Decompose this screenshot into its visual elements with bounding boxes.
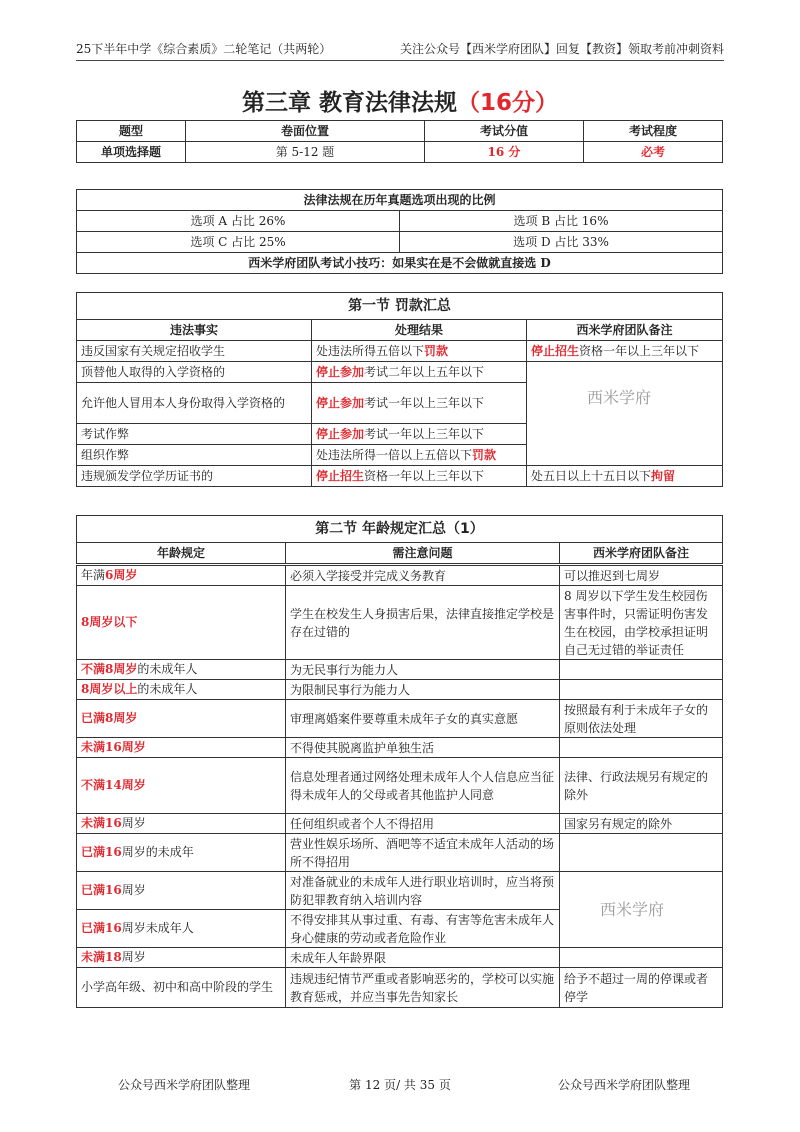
table-row — [77, 211, 723, 232]
issue-cell: 任何组织或者个人不得招用 — [286, 814, 560, 834]
cell-level: 必考 — [584, 142, 723, 163]
header-right-text: 关注公众号【西米学府团队】回复【教资】领取考前冲刺资料 — [399, 42, 724, 56]
age-cell — [77, 948, 286, 968]
age-a3: 周岁 — [121, 816, 146, 830]
issue-cell: 不得安排其从事过重、有毒、有害等危害未成年人身心健康的劳动或者危险作业 — [286, 910, 560, 948]
result-cell — [312, 383, 527, 424]
age-cell — [77, 680, 286, 700]
section-title: 第二节 年龄规定汇总（1） — [77, 516, 723, 543]
table-row — [77, 232, 723, 253]
note-cell — [560, 660, 723, 680]
cell-type: 单项选择题 — [77, 142, 186, 163]
table-header-row — [77, 543, 723, 564]
age-a2: 已满16 — [81, 921, 122, 935]
note-cell: 按照最有利于未成年子女的原则依法处理 — [560, 700, 723, 738]
age-a3: 周岁未成年人 — [121, 921, 194, 935]
exam-tip: 西米学府团队考试小技巧：如果实在是不会做就直接选 D — [77, 253, 723, 274]
table-row — [77, 362, 723, 383]
note-cell — [527, 341, 723, 362]
note-cell: 给予不超过一周的停课或者停学 — [560, 968, 723, 1008]
header-cell: 考试分值 — [425, 121, 584, 142]
age-cell — [77, 586, 286, 660]
table-row — [77, 680, 723, 700]
issue-cell: 对准备就业的未成年人进行职业培训时，应当将预防犯罪教育纳入培训内容 — [286, 872, 560, 910]
issue-cell: 违规违纪情节严重或者影响恶劣的，学校可以实施教育惩戒，并应当事先告知家长 — [286, 968, 560, 1008]
result-text: 考试一年以上三年以下 — [364, 427, 485, 441]
header-cell: 需注意问题 — [286, 543, 560, 564]
table-row — [77, 586, 723, 660]
result-red-suffix: 罚款 — [424, 344, 449, 358]
ratio-d: 选项 D 占比 33% — [400, 232, 723, 253]
note-cell: 8 周岁以下学生发生校园伤害事件时，只需证明伤害发生在校园，由学校承担证明自己无过错的举证责任 — [560, 586, 723, 660]
fact-cell: 违规颁发学位学历证书的 — [77, 466, 312, 487]
age-cell — [77, 738, 286, 758]
chapter-title — [0, 84, 800, 117]
age-cell — [77, 910, 286, 948]
fact-cell: 顶替他人取得的入学资格的 — [77, 362, 312, 383]
age-cell — [77, 968, 286, 1008]
cell-score: 16 分 — [425, 142, 584, 163]
table-row — [77, 566, 723, 586]
note-cell-merged — [560, 872, 723, 948]
age-cell — [77, 814, 286, 834]
result-cell — [312, 424, 527, 445]
ratio-a: 选项 A 占比 26% — [77, 211, 400, 232]
age-rules-body — [76, 565, 723, 1008]
age-a2: 已满16 — [81, 845, 122, 859]
footer-page-number: 第 12 页/ 共 35 页 — [349, 1078, 451, 1092]
age-a2: 8周岁以下 — [81, 615, 138, 629]
note-cell — [560, 834, 723, 872]
age-a2: 已满16 — [81, 883, 122, 897]
result-text: 处违法所得五倍以下 — [316, 344, 425, 358]
table-row — [77, 872, 723, 910]
age-a3: 周岁 — [121, 950, 146, 964]
age-a2: 6周岁 — [105, 568, 138, 582]
note-cell-merged — [527, 362, 723, 466]
result-text: 考试二年以上五年以下 — [364, 365, 485, 379]
result-text: 处违法所得一倍以上五倍以下 — [316, 448, 473, 462]
exam-info-table — [76, 120, 723, 163]
table-row — [77, 190, 723, 211]
issue-cell: 必须入学接受并完成义务教育 — [286, 566, 560, 586]
fact-cell: 考试作弊 — [77, 424, 312, 445]
age-rules-table — [76, 515, 723, 564]
age-cell — [77, 872, 286, 910]
table-row — [77, 814, 723, 834]
cell-position: 第 5-12 题 — [186, 142, 425, 163]
age-a2: 未满16 — [81, 816, 122, 830]
header-cell: 处理结果 — [312, 320, 527, 341]
note-cell: 法律、行政法规另有规定的除外 — [560, 758, 723, 814]
table-row — [77, 660, 723, 680]
header-cell: 卷面位置 — [186, 121, 425, 142]
header-cell: 考试程度 — [584, 121, 723, 142]
issue-cell: 学生在校发生人身损害后果，法律直接推定学校是存在过错的 — [286, 586, 560, 660]
result-red-prefix: 停止参加 — [316, 427, 365, 441]
header-cell: 西米学府团队备注 — [560, 543, 723, 564]
table-row — [77, 758, 723, 814]
note-cell: 国家另有规定的除外 — [560, 814, 723, 834]
age-a2: 已满8周岁 — [81, 711, 138, 725]
table-row — [77, 834, 723, 872]
footer-left: 公众号西米学府团队整理 — [118, 1078, 251, 1092]
ratio-b: 选项 B 占比 16% — [400, 211, 723, 232]
table-header-row — [77, 121, 723, 142]
age-a2: 未满16周岁 — [81, 740, 146, 754]
result-text: 考试一年以上三年以下 — [364, 396, 485, 410]
result-red-suffix: 罚款 — [472, 448, 497, 462]
age-cell — [77, 758, 286, 814]
result-red-prefix: 停止参加 — [316, 365, 365, 379]
age-a3: 的未成年人 — [137, 682, 198, 696]
issue-cell: 审理离婚案件要尊重未成年子女的真实意愿 — [286, 700, 560, 738]
fact-cell: 允许他人冒用本人身份取得入学资格的 — [77, 383, 312, 424]
table-row — [77, 948, 723, 968]
table-header-row — [77, 320, 723, 341]
age-a3: 周岁的未成年 — [121, 845, 194, 859]
age-cell — [77, 834, 286, 872]
result-red-prefix: 停止招生 — [316, 469, 365, 483]
result-cell — [312, 466, 527, 487]
table-row — [77, 968, 723, 1008]
chapter-title-main: 第三章 教育法律法规 — [241, 90, 457, 116]
page-header — [76, 38, 724, 61]
issue-cell: 信息处理者通过网络处理未成年人个人信息应当征得未成年人的父母或者其他监护人同意 — [286, 758, 560, 814]
header-cell: 年龄规定 — [77, 543, 286, 564]
ratio-title: 法律法规在历年真题选项出现的比例 — [77, 190, 723, 211]
note-cell — [560, 948, 723, 968]
issue-cell: 营业性娱乐场所、酒吧等不适宜未成年人活动的场所不得招用 — [286, 834, 560, 872]
table-row — [77, 341, 723, 362]
table-row — [77, 738, 723, 758]
fact-cell: 组织作弊 — [77, 445, 312, 466]
age-cell — [77, 700, 286, 738]
note-text: 资格一年以上三年以下 — [579, 344, 700, 358]
age-a1: 小学高年级、初中和高中阶段的学生 — [81, 980, 274, 994]
result-cell — [312, 445, 527, 466]
chapter-title-score: （16分） — [457, 90, 559, 116]
header-left-text: 25下半年中学《综合素质》二轮笔记（共两轮） — [76, 42, 332, 56]
issue-cell: 未成年人年龄界限 — [286, 948, 560, 968]
table-row — [77, 700, 723, 738]
note-cell: 可以推迟到七周岁 — [560, 566, 723, 586]
table-row — [77, 466, 723, 487]
fines-table — [76, 292, 723, 487]
issue-cell: 为无民事行为能力人 — [286, 660, 560, 680]
note-cell — [560, 738, 723, 758]
age-cell — [77, 566, 286, 586]
header-cell: 题型 — [77, 121, 186, 142]
age-a2: 未满18 — [81, 950, 122, 964]
section-title-row — [77, 516, 723, 543]
note-cell — [560, 680, 723, 700]
section-title: 第一节 罚款汇总 — [77, 293, 723, 320]
section-title-row — [77, 293, 723, 320]
note-red-suffix: 拘留 — [651, 469, 676, 483]
table-row — [77, 142, 723, 163]
age-a2: 不满14周岁 — [81, 778, 146, 792]
note-red-prefix: 停止招生 — [531, 344, 580, 358]
fact-cell: 违反国家有关规定招收学生 — [77, 341, 312, 362]
age-a1: 年满 — [81, 568, 106, 582]
age-a2: 8周岁以上 — [81, 682, 138, 696]
footer-right: 公众号西米学府团队整理 — [557, 1078, 690, 1092]
age-a3: 的未成年人 — [137, 662, 198, 676]
watermark-text: 西米学府 — [600, 900, 665, 919]
note-text: 处五日以上十五日以下 — [531, 469, 652, 483]
header-cell: 西米学府团队备注 — [527, 320, 723, 341]
result-cell — [312, 362, 527, 383]
ratio-c: 选项 C 占比 25% — [77, 232, 400, 253]
issue-cell: 不得使其脱离监护单独生活 — [286, 738, 560, 758]
result-text: 资格一年以上三年以下 — [364, 469, 485, 483]
issue-cell: 为限制民事行为能力人 — [286, 680, 560, 700]
age-a3: 周岁 — [121, 883, 146, 897]
header-cell: 违法事实 — [77, 320, 312, 341]
result-cell — [312, 341, 527, 362]
age-cell — [77, 660, 286, 680]
result-red-prefix: 停止参加 — [316, 396, 365, 410]
watermark-text: 西米学府 — [587, 388, 652, 407]
option-ratio-table — [76, 189, 723, 274]
note-cell — [527, 466, 723, 487]
table-row — [77, 253, 723, 274]
age-a2: 不满8周岁 — [81, 662, 138, 676]
